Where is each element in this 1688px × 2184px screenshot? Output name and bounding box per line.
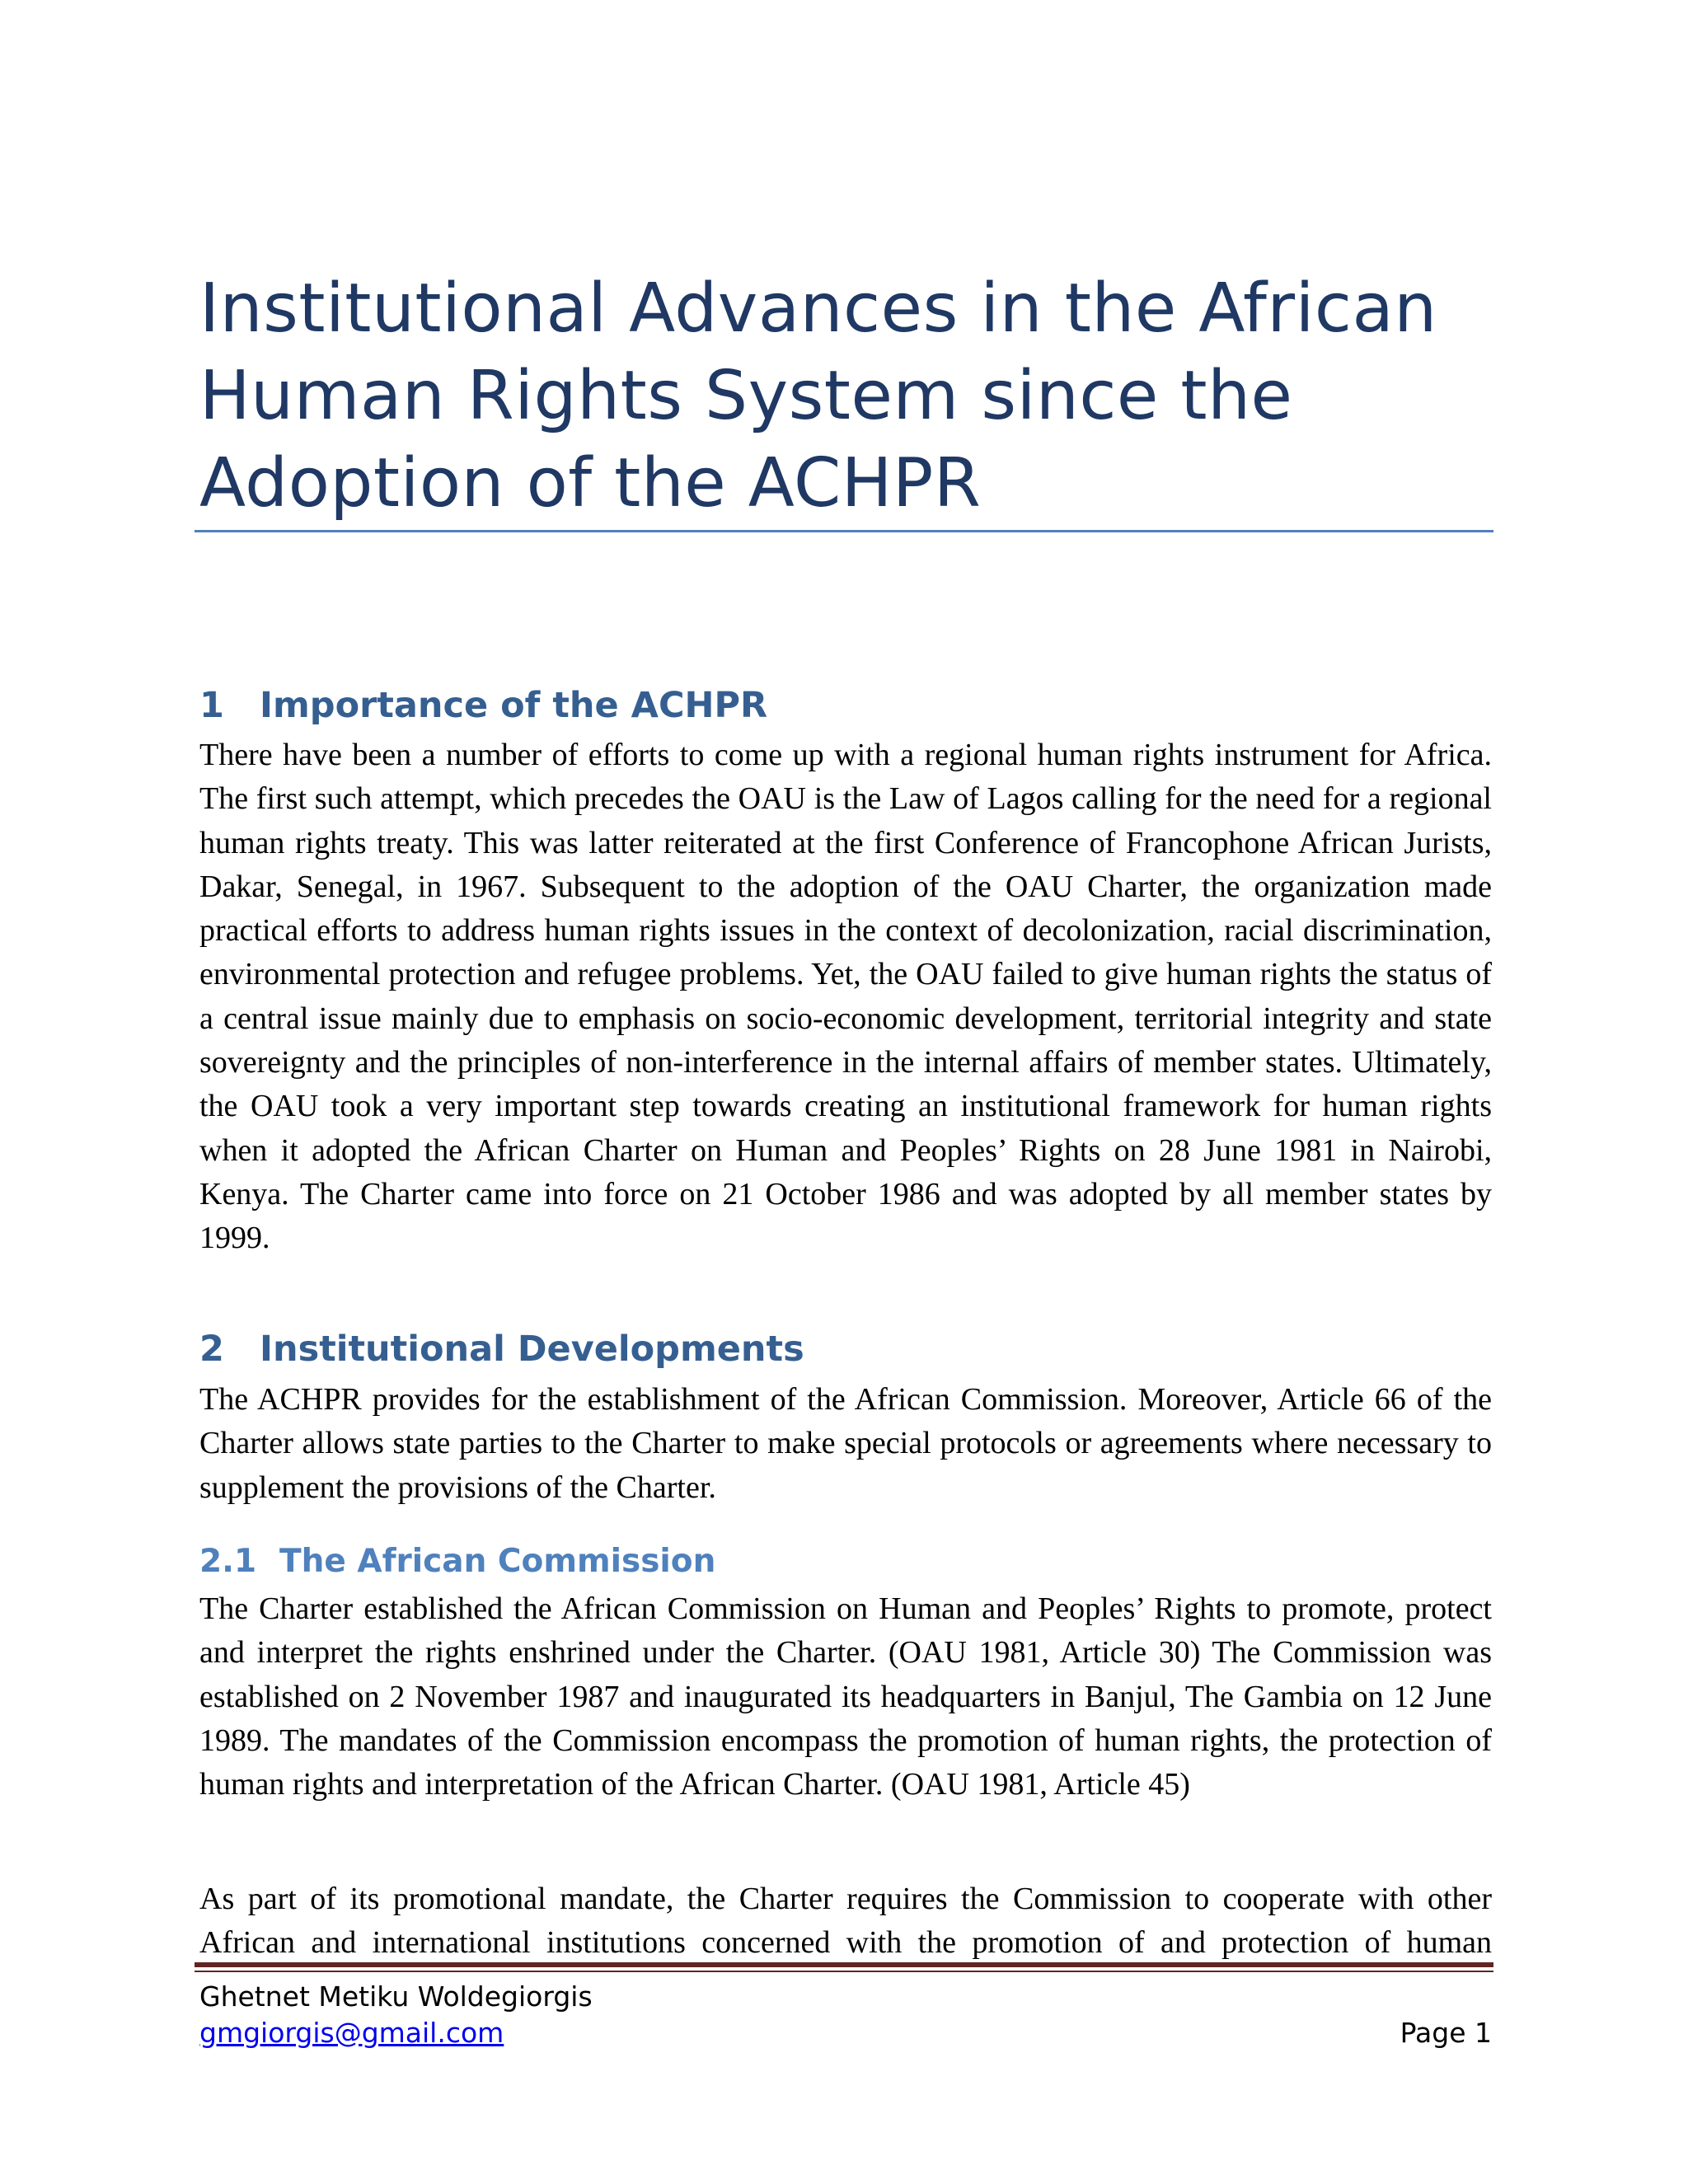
section-2-heading (199, 1326, 804, 1372)
footer-divider (195, 1962, 1493, 1967)
footer-author: Ghetnet Metiku Woldegiorgis (199, 1980, 593, 2013)
section-heading-text: Institutional Developments (260, 1329, 804, 1370)
footer-email-link[interactable]: gmgiorgis@gmail.com (199, 2017, 504, 2049)
footer-page-number: Page 1 (1400, 2017, 1492, 2049)
section-number: 2.1 (199, 1543, 257, 1580)
section-1-heading (199, 682, 767, 729)
document-title: Institutional Advances in the African Human Rights System since the Adoption of the ACHPR (199, 269, 1437, 523)
section-1-paragraph-1: There have been a number of efforts to come up with a regional human rights instrument for Africa. The first such attempt, which precedes the OAU is the Law of Lagos calling for the need for a regional human rights treaty. This was latter reiterated at the first Conference of Francophone African Jurists, Dakar, Senegal, in 1967. Subsequent to the adoption of the OAU Charter, the organization made practical efforts to address human rights issues in the context of decolonization, racial discrimination, environmental protection and refugee problems. Yet, the OAU failed to give human rights the status of a central issue mainly due to emphasis on socio-economic development, territorial integrity and state sovereignty and the principles of non-interference in the internal affairs of member states. Ultimately, the OAU took a very important step towards creating an institutional framework for human rights when it adopted the African Charter on Human and Peoples’ Rights on 28 June 1981 in Nairobi, Kenya. The Charter came into force on 21 October 1986 and was adopted by all member states by 1999. (199, 738, 1492, 1256)
section-2-paragraph-1: The ACHPR provides for the establishment of the African Commission. Moreover, Article 66 of the Charter allows state parties to the Charter to make special protocols or agreements where necessary to supplement the provisions of the Charter. (199, 1382, 1492, 1505)
section-number: 1 (199, 685, 224, 726)
section-2-1-paragraph-1: The Charter established the African Commission on Human and Peoples’ Rights to promote, protect and interpret the rights enshrined under the Charter. (OAU 1981, Article 30) The Commission was established on 2 November 1987 and inaugurated its headquarters in Banjul, The Gambia on 12 June 1989. The mandates of the Commission encompass the promotion of human rights, the protection of human rights and interpretation of the African Charter. (OAU 1981, Article 45) (199, 1591, 1492, 1802)
section-heading-text: Importance of the ACHPR (260, 685, 768, 726)
footer-divider-thin (195, 1971, 1493, 1972)
title-underline-divider (195, 530, 1493, 532)
section-2-1-heading (199, 1540, 715, 1583)
section-2-1-paragraph-2: As part of its promotional mandate, the Charter requires the Commission to cooperate with other African and international institutions concerned with the promotion of and protection of human (199, 1882, 1492, 1961)
section-number: 2 (199, 1329, 224, 1370)
section-heading-text: The African Commission (279, 1543, 716, 1580)
